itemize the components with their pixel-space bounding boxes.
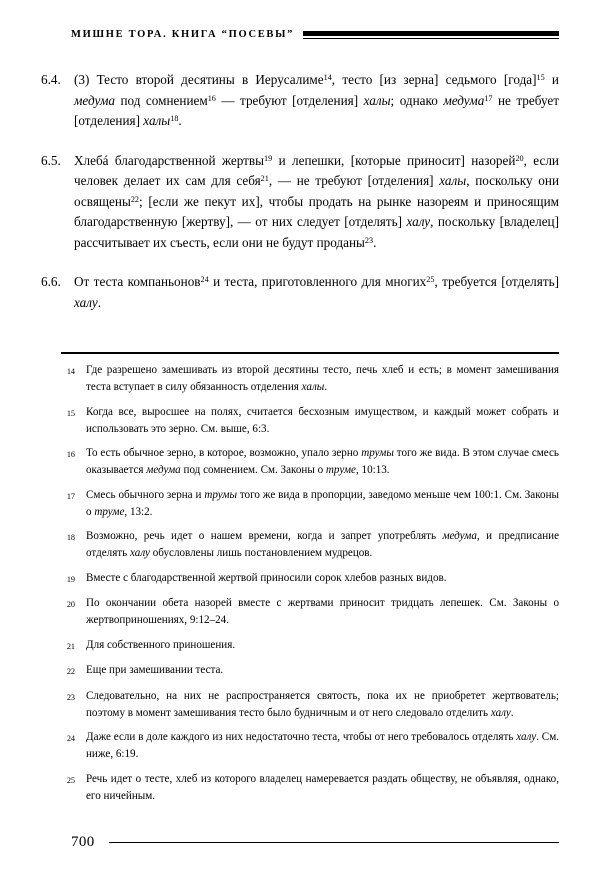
footnote-number: 24 bbox=[66, 734, 75, 743]
footnote-item bbox=[61, 487, 559, 521]
footnote-number: 19 bbox=[66, 574, 75, 584]
footnote-number: 23 bbox=[66, 692, 75, 702]
page-number: 700 bbox=[71, 834, 95, 850]
section-number: 6.6. bbox=[41, 274, 61, 289]
footnote-item bbox=[61, 688, 559, 722]
footnote-text: Речь идет о тесте, хлеб из которого владелец намеревается раздать обществу, не объявляя, однако, его ничейным. bbox=[86, 772, 559, 802]
footnote-text: Для собственного приношения. bbox=[86, 638, 236, 651]
footnote-item bbox=[61, 595, 559, 629]
footnote-item bbox=[61, 570, 559, 588]
footnote-separator-rule bbox=[61, 352, 559, 354]
footnote-text: Смесь обычного зерна и трумы того же вида в пропорции, заведомо меньше чем 100:1. См. Законы о труме, 13:2. bbox=[86, 488, 559, 518]
section-6-6 bbox=[41, 272, 559, 313]
section-6-4 bbox=[41, 70, 559, 132]
page-footer-rule bbox=[109, 842, 559, 844]
footnote-item bbox=[61, 662, 559, 680]
footnote-number: 16 bbox=[66, 450, 75, 459]
running-head bbox=[71, 30, 559, 41]
footnote-list bbox=[61, 362, 559, 812]
footnote-text: Возможно, речь идет о нашем времени, когда и запрет употреблять медума, и предписание отделять халу обусловлены лишь постановлением мудрецов. bbox=[86, 530, 560, 559]
footnote-item bbox=[61, 771, 559, 805]
page-footer bbox=[71, 835, 559, 850]
section-body: (3) Тесто второй десятины в Иерусалиме$^{14}$, тесто [из зерна] седьмого [года]$^{15}$ и медума под сомнением$^{16}$ — требуют [отделения] халы; однако медума$^{17}$ не требует [отделения] халы$^{18}$. bbox=[74, 72, 559, 128]
footnote-number: 21 bbox=[66, 641, 75, 651]
section-number: 6.4. bbox=[41, 72, 61, 87]
footnote-number: 22 bbox=[66, 667, 75, 676]
footnote-number: 17 bbox=[66, 491, 75, 501]
footnote-item bbox=[61, 729, 559, 763]
footnote-text: Следовательно, на них не распространяется святость, пока их не приобретет жертвователь; поэтому в момент замешивания тесто было будничным и от него следовало отделить халу. bbox=[86, 689, 559, 719]
body-text bbox=[41, 70, 559, 332]
section-body: От теста компаньонов$^{24}$ и теста, приготовленного для многих$^{25}$, требуется [отделять] халу. bbox=[74, 274, 559, 310]
footnote-number: 18 bbox=[66, 533, 75, 542]
footnote-text: Вместе с благодарственной жертвой приносили сорок хлебов разных видов. bbox=[86, 571, 447, 584]
footnote-number: 20 bbox=[66, 600, 75, 609]
footnote-item bbox=[61, 528, 559, 562]
footnote-text: Когда все, выросшее на полях, считается бесхозным имуществом, и каждый может собрать и использовать это зерно. См. выше, 6:3. bbox=[86, 405, 559, 435]
footnote-item bbox=[61, 362, 559, 396]
footnote-text: То есть обычное зерно, в которое, возможно, упало зерно трумы того же вида. В этом случае смесь оказывается медума под сомнением. См. Законы о труме, 10:13. bbox=[86, 447, 559, 476]
footnote-text: Еще при замешивании теста. bbox=[86, 664, 224, 676]
footnote-item bbox=[61, 637, 559, 655]
footnote-item bbox=[61, 404, 559, 438]
section-number: 6.5. bbox=[41, 152, 61, 168]
section-body: Хлебá благодарственной жертвы$^{19}$ и лепешки, [которые приносит] назорей$^{20}$, если человек делает их сам для себя$^{21}$, — не требуют [отделения] халы, поскольку они освящены$^{22}$; [если же пекут их], чтобы продать на рынке назореям и приносящим благодарственную [жертву], — от них следует [отделять] халу, поскольку [владелец] рассчитывает их съесть, если они не будут проданы$^{23}$. bbox=[74, 152, 559, 250]
footnote-text: Даже если в доле каждого из них недостаточно теста, чтобы от него требовалось отделять халу. См. ниже, 6:19. bbox=[86, 731, 559, 760]
footnote-number: 15 bbox=[66, 408, 75, 418]
footnote-item bbox=[61, 445, 559, 479]
footnote-number: 14 bbox=[66, 367, 75, 376]
running-head-title: МИШНЕ ТОРА. КНИГА “ПОСЕВЫ” bbox=[71, 29, 295, 40]
footnote-number: 25 bbox=[66, 775, 75, 785]
running-head-rule bbox=[303, 31, 559, 40]
footnote-text: По окончании обета назорей вместе с жертвами приносит тридцать лепешек. См. Законы о жертвоприношениях, 9:12–24. bbox=[86, 597, 559, 626]
section-6-5 bbox=[41, 151, 559, 254]
footnote-text: Где разрешено замешивать из второй десятины тесто, печь хлеб и есть; в момент замешивания теста вступает в силу обязанность отделения халы. bbox=[86, 364, 559, 393]
